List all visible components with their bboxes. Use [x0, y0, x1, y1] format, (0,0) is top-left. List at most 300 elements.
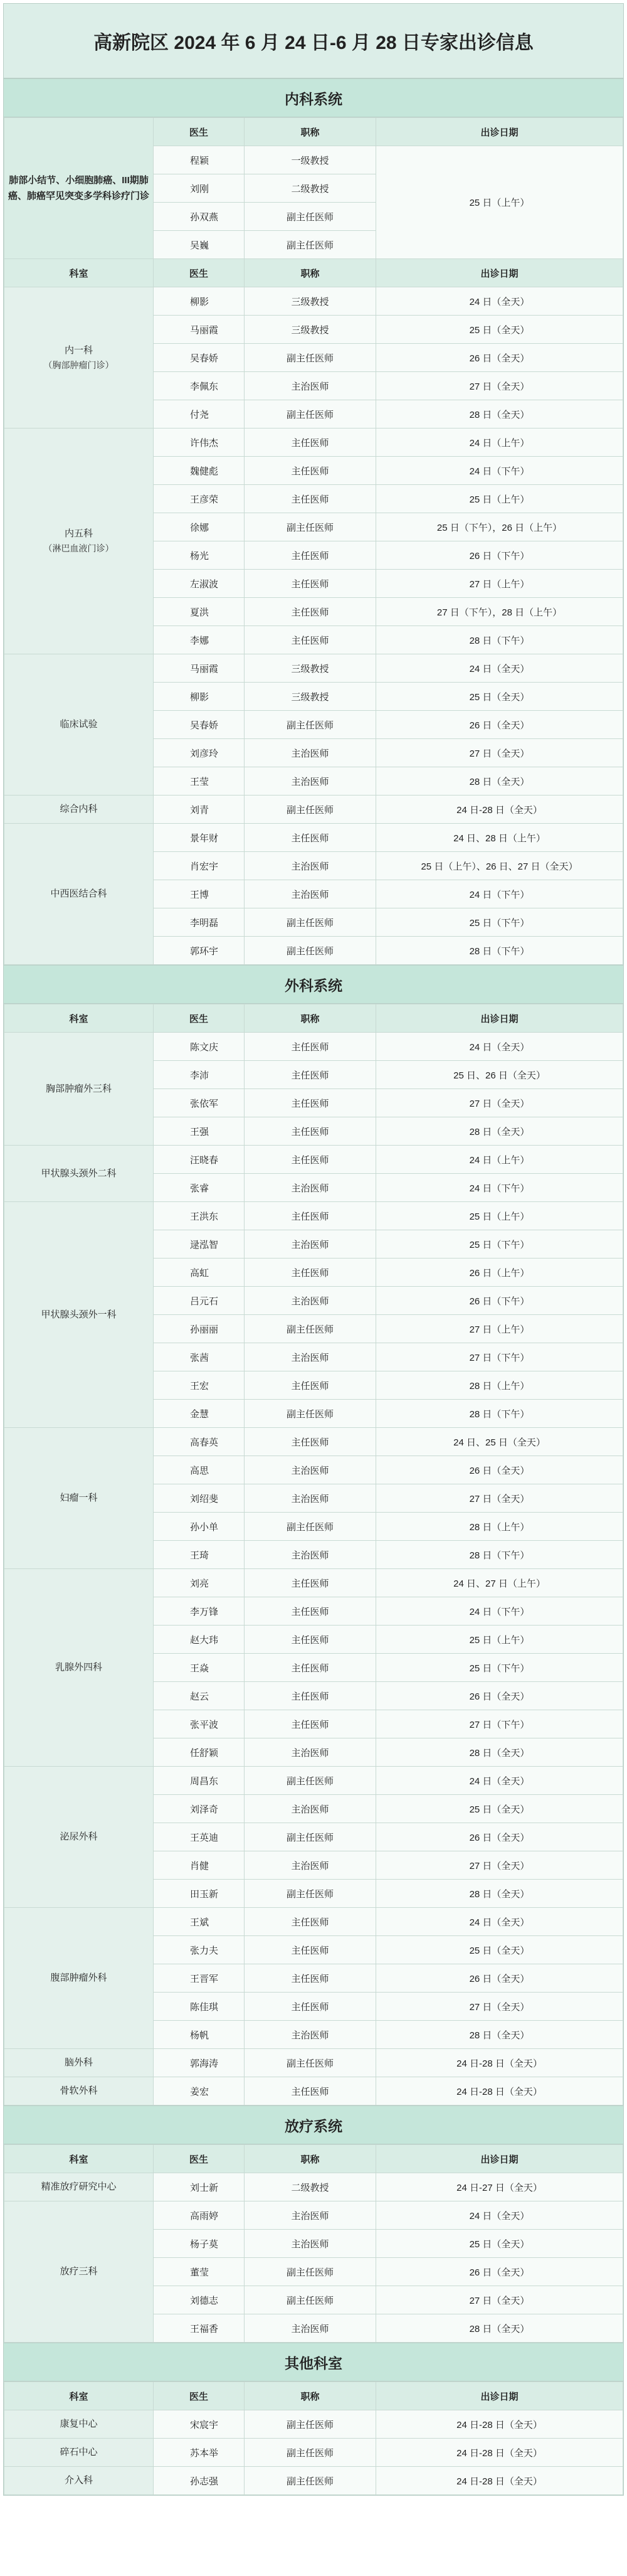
doctor-rank: 主治医师 [245, 1795, 376, 1823]
doctor-name: 魏健彪 [154, 457, 245, 485]
doctor-rank: 主任医师 [245, 1371, 376, 1400]
clinic-date: 24 日-28 日（全天） [376, 2410, 623, 2439]
doctor-name: 景年财 [154, 824, 245, 852]
doctor-name: 苏本举 [154, 2439, 245, 2467]
department-label: 胸部肿瘤外三科 [45, 1083, 112, 1094]
doctor-name: 宋宸宇 [154, 2410, 245, 2439]
clinic-date: 28 日（全天） [376, 1117, 623, 1146]
doctor-name: 张力夫 [154, 1936, 245, 1964]
clinic-date: 27 日（全天） [376, 372, 623, 400]
schedule-table [4, 117, 623, 965]
clinic-date: 26 日（全天） [376, 344, 623, 372]
department-name [4, 2173, 154, 2201]
clinic-date: 28 日（全天） [376, 2314, 623, 2343]
doctor-name: 王强 [154, 1117, 245, 1146]
clinic-date: 27 日（全天） [376, 739, 623, 767]
clinic-date: 24 日（下午） [376, 457, 623, 485]
doctor-rank: 主任医师 [245, 1146, 376, 1174]
table-row [4, 2077, 623, 2105]
doctor-name: 逯泓智 [154, 1230, 245, 1259]
department-name [4, 1569, 154, 1767]
doctor-name: 柳影 [154, 683, 245, 711]
table-header-row [4, 1004, 623, 1033]
schedule-table [4, 2382, 623, 2495]
doctor-rank: 主任医师 [245, 2077, 376, 2105]
doctor-name: 高思 [154, 1456, 245, 1484]
department-label: 乳腺外四科 [55, 1662, 102, 1673]
clinic-date: 28 日（下午） [376, 626, 623, 654]
department-label: 腹部肿瘤外科 [50, 1972, 107, 1983]
doctor-rank: 主治医师 [245, 2314, 376, 2343]
department-label: 泌尿外科 [60, 1831, 98, 1842]
table-row [4, 2410, 623, 2439]
doctor-name: 李佩东 [154, 372, 245, 400]
doctor-name: 刘士新 [154, 2173, 245, 2201]
doctor-name: 王彦荣 [154, 485, 245, 513]
clinic-date: 26 日（全天） [376, 1964, 623, 1993]
header-dept: 科室 [4, 2145, 154, 2173]
doctor-rank: 副主任医师 [245, 1823, 376, 1851]
clinic-date: 24 日-28 日（全天） [376, 2049, 623, 2077]
department-label: 甲状腺头颈外二科 [41, 1168, 117, 1179]
table-row [4, 1569, 623, 1597]
doctor-rank: 主任医师 [245, 570, 376, 598]
doctor-rank: 一级教授 [245, 146, 376, 174]
department-label: 中西医结合科 [50, 888, 107, 899]
table-header-row [4, 2145, 623, 2173]
doctor-name: 刘绍斐 [154, 1484, 245, 1513]
department-label: 放疗三科 [60, 2266, 98, 2277]
department-label: 临床试验 [60, 719, 98, 730]
doctor-rank: 主任医师 [245, 541, 376, 570]
department-name [4, 2410, 154, 2439]
doctor-name: 田玉新 [154, 1880, 245, 1908]
clinic-date: 26 日（全天） [376, 1823, 623, 1851]
doctor-rank: 主任医师 [245, 1569, 376, 1597]
table-row [4, 2049, 623, 2077]
doctor-rank: 主任医师 [245, 1993, 376, 2021]
department-name [4, 1146, 154, 1202]
clinic-date: 24 日、27 日（上午） [376, 1569, 623, 1597]
clinic-date: 24 日（全天） [376, 1767, 623, 1795]
header-doctor: 医生 [154, 2145, 245, 2173]
doctor-name: 孙双燕 [154, 203, 245, 231]
table-row [4, 1428, 623, 1456]
doctor-name: 王莹 [154, 767, 245, 796]
doctor-rank: 主治医师 [245, 1287, 376, 1315]
clinic-date: 26 日（全天） [376, 1456, 623, 1484]
clinic-date: 26 日（全天） [376, 711, 623, 739]
table-row [4, 2467, 623, 2495]
doctor-name: 张依军 [154, 1089, 245, 1117]
doctor-name: 王斌 [154, 1908, 245, 1936]
clinic-date: 25 日（全天） [376, 1936, 623, 1964]
clinic-date: 28 日（全天） [376, 2021, 623, 2049]
doctor-name: 赵大玮 [154, 1626, 245, 1654]
table-row [4, 2201, 623, 2230]
doctor-rank: 二级教授 [245, 2173, 376, 2201]
doctor-name: 李明磊 [154, 908, 245, 937]
clinic-date: 24 日（下午） [376, 1597, 623, 1626]
clinic-date: 27 日（全天） [376, 2286, 623, 2314]
department-name [4, 2201, 154, 2343]
clinic-date: 25 日（全天） [376, 316, 623, 344]
doctor-name: 徐娜 [154, 513, 245, 541]
clinic-date: 25 日（全天） [376, 683, 623, 711]
doctor-rank: 主治医师 [245, 372, 376, 400]
doctor-rank: 副主任医师 [245, 937, 376, 965]
doctor-name: 李沛 [154, 1061, 245, 1089]
doctor-name: 王琦 [154, 1541, 245, 1569]
table-row [4, 1908, 623, 1936]
clinic-date: 28 日（上午） [376, 1371, 623, 1400]
clinic-date: 26 日（全天） [376, 2258, 623, 2286]
clinic-date: 27 日（上午） [376, 1315, 623, 1343]
table-row [4, 287, 623, 316]
department-label: 甲状腺头颈外一科 [41, 1309, 117, 1320]
clinic-date: 28 日（下午） [376, 1541, 623, 1569]
table-row [4, 1033, 623, 1061]
clinic-date: 27 日（下午） [376, 1710, 623, 1738]
header-rank: 职称 [245, 1004, 376, 1033]
doctor-rank: 副主任医师 [245, 1400, 376, 1428]
department-name [4, 2439, 154, 2467]
table-row [4, 428, 623, 457]
doctor-rank: 主任医师 [245, 1033, 376, 1061]
clinic-date: 27 日（全天） [376, 1089, 623, 1117]
doctor-rank: 副主任医师 [245, 231, 376, 259]
clinic-date: 24 日（上午） [376, 1146, 623, 1174]
doctor-rank: 主任医师 [245, 428, 376, 457]
doctor-rank: 主任医师 [245, 1428, 376, 1456]
doctor-rank: 副主任医师 [245, 796, 376, 824]
doctor-name: 吴春娇 [154, 711, 245, 739]
mdt-clinic-name: 肺部小结节、小细胞肺癌、III期肺癌、肺癌罕见突变多学科诊疗门诊 [4, 118, 154, 259]
table-row [4, 1767, 623, 1795]
doctor-name: 周昌东 [154, 1767, 245, 1795]
clinic-date: 28 日（全天） [376, 1738, 623, 1767]
doctor-name: 马丽霞 [154, 316, 245, 344]
schedule-table [4, 2144, 623, 2343]
doctor-name: 王博 [154, 880, 245, 908]
section-title: 外科系统 [4, 965, 623, 1004]
department-label: 碎石中心 [60, 2447, 98, 2457]
clinic-date: 25 日（下午） [376, 1654, 623, 1682]
header-date: 出诊日期 [376, 2382, 623, 2410]
doctor-rank: 副主任医师 [245, 344, 376, 372]
clinic-date: 24 日-28 日（全天） [376, 796, 623, 824]
clinic-date: 24 日（全天） [376, 2201, 623, 2230]
clinic-date: 24 日（全天） [376, 287, 623, 316]
table-row [4, 824, 623, 852]
doctor-rank: 主任医师 [245, 1710, 376, 1738]
table-header-row [4, 2382, 623, 2410]
header-date: 出诊日期 [376, 2145, 623, 2173]
doctor-name: 许伟杰 [154, 428, 245, 457]
doctor-rank: 副主任医师 [245, 711, 376, 739]
header-date: 出诊日期 [376, 118, 623, 146]
header-rank: 职称 [245, 2382, 376, 2410]
department-name [4, 2077, 154, 2105]
header-doctor: 医生 [154, 118, 245, 146]
clinic-date: 24 日（上午） [376, 428, 623, 457]
doctor-rank: 主任医师 [245, 626, 376, 654]
doctor-rank: 三级教授 [245, 654, 376, 683]
doctor-name: 左淑波 [154, 570, 245, 598]
clinic-date: 26 日（下午） [376, 541, 623, 570]
page-title: 高新院区 2024 年 6 月 24 日-6 月 28 日专家出诊信息 [4, 4, 623, 78]
clinic-date: 24 日-28 日（全天） [376, 2077, 623, 2105]
doctor-rank: 主任医师 [245, 1626, 376, 1654]
doctor-name: 李娜 [154, 626, 245, 654]
doctor-rank: 主治医师 [245, 1484, 376, 1513]
department-name [4, 1033, 154, 1146]
department-name [4, 1767, 154, 1908]
doctor-name: 夏洪 [154, 598, 245, 626]
doctor-rank: 主任医师 [245, 598, 376, 626]
department-name [4, 654, 154, 796]
header-doctor: 医生 [154, 259, 245, 287]
clinic-date: 24 日-28 日（全天） [376, 2439, 623, 2467]
table-row [4, 796, 623, 824]
doctor-name: 马丽霞 [154, 654, 245, 683]
clinic-date: 27 日（下午），28 日（上午） [376, 598, 623, 626]
doctor-name: 刘德志 [154, 2286, 245, 2314]
header-doctor: 医生 [154, 1004, 245, 1033]
table-row [4, 2173, 623, 2201]
doctor-rank: 主治医师 [245, 1738, 376, 1767]
department-label: 妇瘤一科 [60, 1493, 98, 1503]
doctor-name: 姜宏 [154, 2077, 245, 2105]
department-subtitle: （胸部肿瘤门诊） [43, 359, 114, 370]
doctor-rank: 主任医师 [245, 1597, 376, 1626]
clinic-date: 24 日（全天） [376, 1908, 623, 1936]
clinic-date: 25 日（上午） [376, 485, 623, 513]
doctor-rank: 主任医师 [245, 485, 376, 513]
doctor-rank: 二级教授 [245, 174, 376, 203]
doctor-rank: 主任医师 [245, 1936, 376, 1964]
doctor-rank: 主任医师 [245, 1259, 376, 1287]
department-name [4, 287, 154, 428]
clinic-date: 25 日（上午） [376, 1202, 623, 1230]
table-row [4, 1146, 623, 1174]
clinic-date: 24 日（下午） [376, 880, 623, 908]
doctor-name: 柳影 [154, 287, 245, 316]
doctor-name: 刘彦玲 [154, 739, 245, 767]
clinic-date: 25 日（上午） [376, 146, 623, 259]
doctor-rank: 副主任医师 [245, 1513, 376, 1541]
doctor-rank: 主治医师 [245, 2201, 376, 2230]
header-dept: 科室 [4, 259, 154, 287]
doctor-name: 陈佳琪 [154, 1993, 245, 2021]
doctor-rank: 主任医师 [245, 1682, 376, 1710]
clinic-date: 28 日（下午） [376, 1400, 623, 1428]
department-label: 骨软外科 [60, 2085, 98, 2096]
doctor-rank: 副主任医师 [245, 2258, 376, 2286]
doctor-rank: 主任医师 [245, 1061, 376, 1089]
department-label: 康复中心 [60, 2419, 98, 2429]
department-name [4, 1428, 154, 1569]
header-dept: 科室 [4, 1004, 154, 1033]
doctor-name: 吴春娇 [154, 344, 245, 372]
doctor-rank: 主治医师 [245, 767, 376, 796]
doctor-rank: 主任医师 [245, 1117, 376, 1146]
schedule-sheet [3, 3, 624, 2496]
doctor-name: 杨光 [154, 541, 245, 570]
header-date: 出诊日期 [376, 1004, 623, 1033]
table-header-row [4, 259, 623, 287]
doctor-name: 高雨婷 [154, 2201, 245, 2230]
doctor-name: 董莹 [154, 2258, 245, 2286]
section-title: 放疗系统 [4, 2105, 623, 2144]
header-date: 出诊日期 [376, 259, 623, 287]
table-row [4, 1202, 623, 1230]
doctor-name: 王晋军 [154, 1964, 245, 1993]
clinic-date: 28 日（全天） [376, 1880, 623, 1908]
department-name [4, 796, 154, 824]
doctor-name: 程颖 [154, 146, 245, 174]
clinic-date: 27 日（全天） [376, 1851, 623, 1880]
table-row [4, 654, 623, 683]
clinic-date: 24 日、28 日（上午） [376, 824, 623, 852]
doctor-rank: 主治医师 [245, 1456, 376, 1484]
header-dept: 科室 [4, 2382, 154, 2410]
department-name [4, 2467, 154, 2495]
doctor-rank: 副主任医师 [245, 2410, 376, 2439]
clinic-date: 27 日（全天） [376, 1484, 623, 1513]
doctor-rank: 主治医师 [245, 1230, 376, 1259]
doctor-rank: 主治医师 [245, 2021, 376, 2049]
doctor-rank: 副主任医师 [245, 908, 376, 937]
clinic-date: 26 日（上午） [376, 1259, 623, 1287]
clinic-date: 25 日（全天） [376, 2230, 623, 2258]
doctor-rank: 副主任医师 [245, 1767, 376, 1795]
clinic-date: 25 日（下午），26 日（上午） [376, 513, 623, 541]
doctor-rank: 主任医师 [245, 1202, 376, 1230]
doctor-rank: 主治医师 [245, 880, 376, 908]
doctor-name: 王英迪 [154, 1823, 245, 1851]
clinic-date: 24 日（全天） [376, 654, 623, 683]
doctor-name: 郭环宇 [154, 937, 245, 965]
doctor-name: 张睿 [154, 1174, 245, 1202]
sections-container [4, 78, 623, 2495]
department-subtitle: （淋巴血液门诊） [43, 543, 114, 554]
doctor-rank: 副主任医师 [245, 2467, 376, 2495]
clinic-date: 27 日（上午） [376, 570, 623, 598]
doctor-name: 王洪东 [154, 1202, 245, 1230]
doctor-name: 陈文庆 [154, 1033, 245, 1061]
doctor-rank: 三级教授 [245, 316, 376, 344]
clinic-date: 27 日（下午） [376, 1343, 623, 1371]
doctor-rank: 副主任医师 [245, 513, 376, 541]
department-name [4, 428, 154, 654]
doctor-name: 孙志强 [154, 2467, 245, 2495]
clinic-date: 28 日（下午） [376, 937, 623, 965]
doctor-name: 刘青 [154, 796, 245, 824]
doctor-rank: 主任医师 [245, 824, 376, 852]
doctor-name: 张茜 [154, 1343, 245, 1371]
doctor-rank: 主任医师 [245, 1964, 376, 1993]
department-name [4, 824, 154, 965]
table-row [4, 2439, 623, 2467]
doctor-name: 任舒颖 [154, 1738, 245, 1767]
doctor-rank: 主任医师 [245, 457, 376, 485]
department-label: 内一科 [64, 344, 93, 356]
clinic-date: 25 日、26 日（全天） [376, 1061, 623, 1089]
doctor-rank: 副主任医师 [245, 2439, 376, 2467]
clinic-date: 24 日-27 日（全天） [376, 2173, 623, 2201]
clinic-date: 24 日-28 日（全天） [376, 2467, 623, 2495]
doctor-name: 刘亮 [154, 1569, 245, 1597]
doctor-name: 孙小单 [154, 1513, 245, 1541]
department-label: 介入科 [64, 2475, 93, 2486]
clinic-date: 27 日（全天） [376, 1993, 623, 2021]
doctor-rank: 主任医师 [245, 1089, 376, 1117]
doctor-name: 金慧 [154, 1400, 245, 1428]
doctor-rank: 主治医师 [245, 1851, 376, 1880]
doctor-rank: 三级教授 [245, 287, 376, 316]
department-name [4, 1908, 154, 2049]
clinic-date: 25 日（上午） [376, 1626, 623, 1654]
doctor-rank: 三级教授 [245, 683, 376, 711]
header-rank: 职称 [245, 259, 376, 287]
header-rank: 职称 [245, 118, 376, 146]
doctor-name: 汪晓春 [154, 1146, 245, 1174]
clinic-date: 26 日（全天） [376, 1682, 623, 1710]
clinic-date: 24 日（下午） [376, 1174, 623, 1202]
schedule-table [4, 1004, 623, 2105]
clinic-date: 25 日（全天） [376, 1795, 623, 1823]
doctor-rank: 副主任医师 [245, 2049, 376, 2077]
doctor-rank: 主治医师 [245, 1174, 376, 1202]
doctor-rank: 副主任医师 [245, 2286, 376, 2314]
table-header-row [4, 118, 623, 146]
doctor-name: 肖健 [154, 1851, 245, 1880]
doctor-name: 张平波 [154, 1710, 245, 1738]
department-label: 脑外科 [64, 2057, 93, 2068]
doctor-name: 李万锋 [154, 1597, 245, 1626]
doctor-rank: 副主任医师 [245, 1880, 376, 1908]
clinic-date: 25 日（上午）、26 日、27 日（全天） [376, 852, 623, 880]
doctor-name: 肖宏宇 [154, 852, 245, 880]
doctor-name: 吴巍 [154, 231, 245, 259]
section-title: 内科系统 [4, 78, 623, 117]
doctor-name: 杨帆 [154, 2021, 245, 2049]
header-rank: 职称 [245, 2145, 376, 2173]
department-label: 综合内科 [60, 804, 98, 814]
doctor-rank: 主治医师 [245, 852, 376, 880]
doctor-name: 孙丽丽 [154, 1315, 245, 1343]
section-title: 其他科室 [4, 2343, 623, 2382]
doctor-name: 赵云 [154, 1682, 245, 1710]
clinic-date: 28 日（全天） [376, 767, 623, 796]
doctor-name: 高春英 [154, 1428, 245, 1456]
doctor-name: 杨子莫 [154, 2230, 245, 2258]
doctor-name: 付尧 [154, 400, 245, 428]
clinic-date: 28 日（上午） [376, 1513, 623, 1541]
doctor-rank: 主任医师 [245, 1908, 376, 1936]
department-name [4, 2049, 154, 2077]
doctor-rank: 主治医师 [245, 1343, 376, 1371]
doctor-rank: 副主任医师 [245, 203, 376, 231]
department-name [4, 1202, 154, 1428]
doctor-name: 刘泽奇 [154, 1795, 245, 1823]
clinic-date: 25 日（下午） [376, 908, 623, 937]
doctor-name: 王焱 [154, 1654, 245, 1682]
department-label: 内五科 [64, 528, 93, 540]
doctor-rank: 主治医师 [245, 739, 376, 767]
doctor-name: 王宏 [154, 1371, 245, 1400]
